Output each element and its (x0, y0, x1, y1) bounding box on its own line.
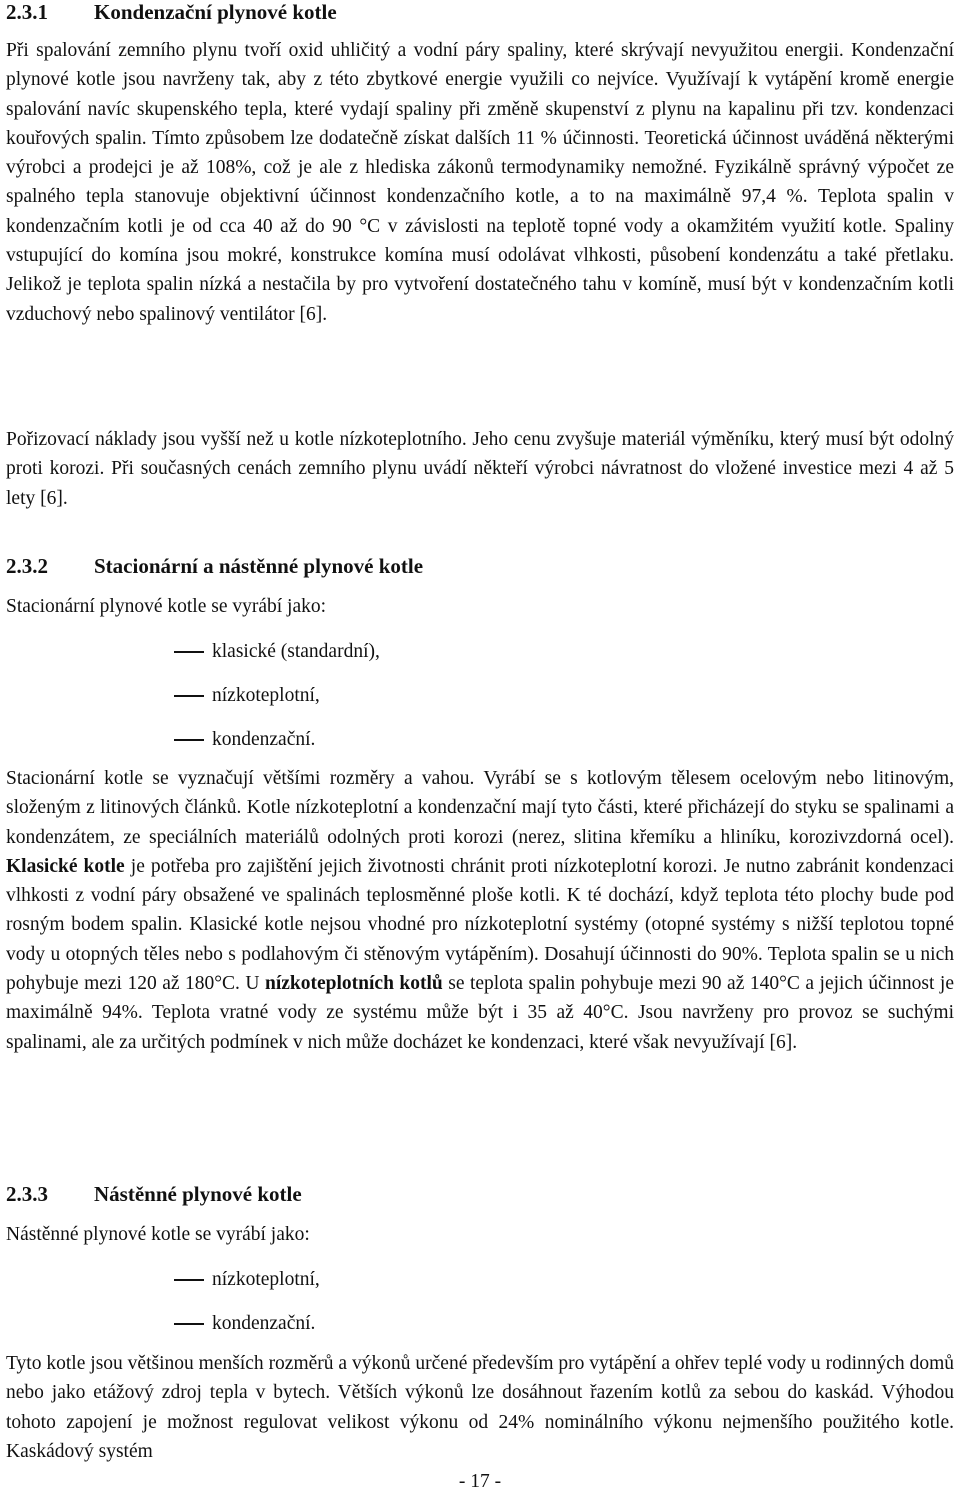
section-heading-2-3-2 (6, 552, 954, 580)
list-item: kondenzační. (6, 718, 954, 762)
section-heading-2-3-1 (6, 0, 954, 26)
section-title: Nástěnné plynové kotle (94, 1182, 302, 1206)
list-item: kondenzační. (6, 1302, 954, 1346)
dash-bullet (174, 1323, 204, 1325)
list-item: nízkoteplotní, (6, 674, 954, 718)
wall-boiler-types-list (6, 1258, 954, 1346)
dash-bullet (174, 739, 204, 741)
dash-bullet (174, 651, 204, 653)
list-item: nízkoteplotní, (6, 1258, 954, 1302)
paragraph-stationary-boilers: Stacionární kotle se vyznačují většími rozměry a vahou. Vyrábí se s kotlovým tělesem ocelovým nebo litinovým, složeným z litinových článků. Kotle nízkoteplotní a kondenzační mají tyto části, které přicházejí do styku se spalinami a kondenzátem, ze speciálních materiálů odolných proti korozi (nerez, slitina křemíku a hliníku, korozivzdorná ocel). Klasické kotle je potřeba pro zajištění jejich životnosti chránit proti nízkoteplotní korozi. Je nutno zabránit kondenzaci vlhkosti z vodní páry obsažené ve spalinách teplosměnné ploše kotli. K té dochází, když teplota této plochy bude pod rosným bodem spalin. Klasické kotle nejsou vhodné pro nízkoteplotní systémy (otopné systémy s nižší teplotou topné vody u otopných těles nebo s podlahovým či stěnovým vytápěním). Dosahují účinnosti do 90%. Teplota spalin se u nich pohybuje mezi 120 až 180°C. U nízkoteplotních kotlů se teplota spalin pohybuje mezi 90 až 140°C a jejich účinnost je maximálně 94%. Teplota vratné vody ze systému může být i 35 až 40°C. Jsou navrženy pro provoz se suchými spalinami, ale za určitých podmínek v nich může docházet ke kondenzaci, které však nevyužívají [6]. (6, 768, 954, 1053)
bold-term-classic-boilers: Klasické kotle (6, 855, 125, 877)
bold-term-low-temp-boilers: nízkoteplotních kotlů (264, 973, 443, 995)
paragraph-wall-boilers: Tyto kotle jsou většinou menších rozměrů a výkonů určené především pro vytápění a ohřev teplé vody u rodinných domů nebo jako etážový zdroj tepla v bytech. Větších výkonů lze dosáhnout řazením kotlů za sebou do kaskád. Výhodou tohoto zapojení je možnost regulovat velikost výkonu od 24% nominálního výkonu nejmenšího použitého kotle. Kaskádový systém (6, 1353, 954, 1462)
page-number: - 17 - (458, 1471, 502, 1492)
dash-bullet (174, 1279, 204, 1281)
section-number: 2.3.2 (6, 554, 48, 578)
paragraph-condensing-intro: Při spalování zemního plynu tvoří oxid uhličitý a vodní páry spaliny, které skrývají nevyužitou energii. Kondenzační plynové kotle jsou navrženy tak, aby z této zbytkové energie využili co nejvíce. Využívají k vytápění kromě energie spalování navíc skupenského tepla, které vydají spaliny při změně skupenství z plynu na kapalinu při tzv. kondenzaci kouřových spalin. Tímto způsobem lze dodatečně získat dalších 11 % účinnosti. Teoretická účinnost uváděná některými výrobci a prodejci je až 108%, což je ale z hlediska zákonů termodynamiky nemožné. Fyzikálně správný výpočet ze spalného tepla stanovuje objektivní účinnost kondenzačního kotle, a to na maximálně 97,4 %. Teplota spalin v kondenzačním kotli je od cca 40 až do 90 °C v závislosti na teplotě topné vody a okamžitém využití kotle. Spaliny vstupující do komína jsou mokré, konstrukce komína musí odolávat vlhkosti, působení kondenzátu a také přetlaku. Jelikož je teplota spalin nízká a nestačila by pro vytvoření dostatečného tahu v komíně, musí být v kondenzačním kotli vzduchový nebo spalinový ventilátor [6]. (6, 40, 954, 325)
stationary-boiler-types-list (6, 630, 954, 762)
list-intro: Nástěnné plynové kotle se vyrábí jako: (6, 1224, 310, 1245)
section-number: 2.3.3 (6, 1182, 48, 1206)
list-intro: Stacionární plynové kotle se vyrábí jako: (6, 596, 327, 617)
list-item: klasické (standardní), (6, 630, 954, 674)
paragraph-condensing-costs: Pořizovací náklady jsou vyšší než u kotle nízkoteplotního. Jeho cenu zvyšuje materiál výměníku, který musí být odolný proti korozi. Při současných cenách zemního plynu uvádí někteří výrobci návratnost do vložené investice mezi 4 až 5 lety [6]. (6, 429, 954, 509)
section-heading-2-3-3 (6, 1180, 954, 1208)
section-title: Stacionární a nástěnné plynové kotle (94, 554, 424, 578)
section-number: 2.3.1 (6, 0, 48, 24)
dash-bullet (174, 695, 204, 697)
section-title: Kondenzační plynové kotle (94, 0, 337, 24)
